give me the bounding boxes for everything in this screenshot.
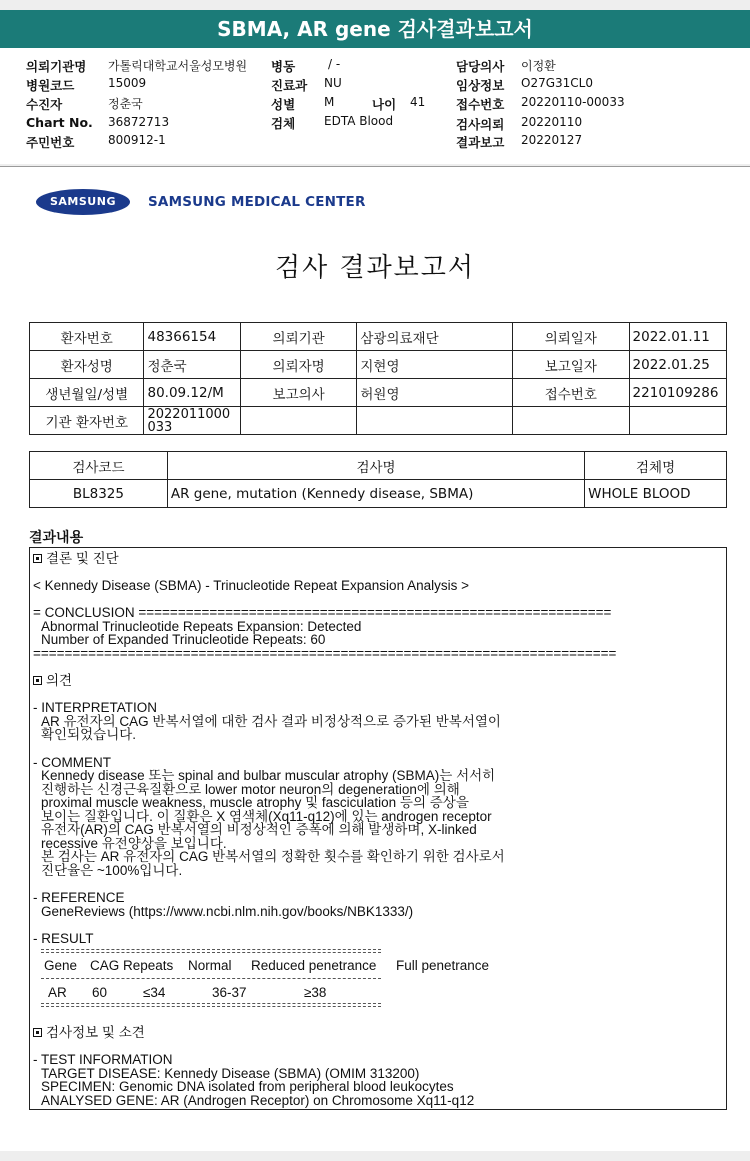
cell-empty bbox=[513, 407, 630, 435]
result-heading: - RESULT bbox=[33, 931, 94, 946]
comment-line: recessive 유전양상을 보입니다. bbox=[41, 836, 227, 851]
cell-label: 의뢰자명 bbox=[240, 351, 357, 379]
label-receipt-no: 접수번호 bbox=[456, 97, 505, 112]
comment-line: Kennedy disease 또는 spinal and bulbar muscular atrophy (SBMA)는 서서히 bbox=[41, 768, 496, 783]
comment-line: 진단율은 ~100%입니다. bbox=[41, 863, 183, 878]
cell-empty bbox=[629, 407, 726, 435]
test-info-line: TARGET DISEASE: Kennedy Disease (SBMA) (OMIM 313200) bbox=[41, 1066, 420, 1081]
result-header-cag: CAG Repeats bbox=[90, 958, 174, 973]
institution-name: SAMSUNG MEDICAL CENTER bbox=[148, 194, 366, 210]
result-cag: 60 bbox=[92, 985, 108, 1000]
section-conclusion-title: 결론 및 진단 bbox=[46, 551, 119, 566]
cell-test-code: BL8325 bbox=[30, 480, 168, 508]
results-box bbox=[29, 547, 727, 1110]
patient-info-table bbox=[29, 322, 727, 435]
label-test-request-date: 검사의뢰 bbox=[456, 117, 505, 132]
result-full: ≥38 bbox=[304, 985, 327, 1000]
label-hospital-code: 병원코드 bbox=[26, 78, 75, 93]
comment-line: 본 검사는 AR 유전자의 CAG 반복서열의 정확한 횟수를 확인하기 위한 검사로서 bbox=[41, 849, 505, 864]
value-specimen: EDTA Blood bbox=[324, 114, 394, 128]
result-header-gene: Gene bbox=[44, 958, 78, 973]
value-patient: 정춘국 bbox=[108, 97, 143, 111]
label-department: 진료과 bbox=[271, 78, 308, 93]
footer-bar bbox=[0, 1151, 750, 1161]
cell-value: 80.09.12/M bbox=[144, 379, 240, 407]
conclusion-detected: Abnormal Trinucleotide Repeats Expansion: Detected bbox=[41, 619, 362, 634]
table-row bbox=[30, 480, 727, 508]
result-reduced: 36-37 bbox=[212, 985, 247, 1000]
cell-empty bbox=[357, 407, 513, 435]
value-hospital-code: 15009 bbox=[108, 76, 147, 90]
cell-value: 48366154 bbox=[144, 323, 240, 351]
label-physician: 담당의사 bbox=[456, 59, 505, 74]
conclusion-repeats: Number of Expanded Trinucleotide Repeats: 60 bbox=[41, 632, 326, 647]
header-specimen-name: 검체명 bbox=[585, 452, 727, 480]
result-header-full: Full penetrance bbox=[396, 958, 490, 973]
reference-link[interactable]: GeneReviews (https://www.ncbi.nlm.nih.gov/books/NBK1333/) bbox=[41, 904, 414, 919]
cell-label: 보고의사 bbox=[240, 379, 357, 407]
label-clinical-info: 임상정보 bbox=[456, 78, 505, 93]
value-test-request-date: 20220110 bbox=[521, 115, 583, 129]
square-bullet-icon bbox=[33, 554, 42, 563]
test-info-heading: - TEST INFORMATION bbox=[33, 1052, 173, 1067]
cell-label: 접수번호 bbox=[513, 379, 630, 407]
value-requesting-institution: 가톨릭대학교서울성모병원 bbox=[108, 59, 248, 73]
header-test-code: 검사코드 bbox=[30, 452, 168, 480]
report-title: SBMA, AR gene 검사결과보고서 bbox=[0, 10, 750, 48]
order-info-panel bbox=[0, 48, 750, 164]
cell-label: 생년월일/성별 bbox=[30, 379, 144, 407]
result-header-normal: Normal bbox=[188, 958, 232, 973]
divider bbox=[41, 949, 381, 950]
interpretation-line: 확인되었습니다. bbox=[41, 727, 137, 742]
reference-heading: - REFERENCE bbox=[33, 890, 125, 905]
square-bullet-icon bbox=[33, 1028, 42, 1037]
label-ward: 병동 bbox=[271, 59, 296, 74]
label-requesting-institution: 의뢰기관명 bbox=[26, 59, 87, 74]
cell-empty bbox=[240, 407, 357, 435]
divider bbox=[41, 978, 381, 979]
label-sex: 성별 bbox=[271, 97, 296, 112]
square-bullet-icon bbox=[33, 676, 42, 685]
header-test-name: 검사명 bbox=[167, 452, 584, 480]
cell-label: 의뢰기관 bbox=[240, 323, 357, 351]
cell-specimen-name: WHOLE BLOOD bbox=[585, 480, 727, 508]
divider bbox=[41, 1006, 381, 1007]
separator-line: ========================================================================== bbox=[33, 646, 617, 661]
table-row bbox=[30, 323, 727, 351]
cell-test-name: AR gene, mutation (Kennedy disease, SBMA) bbox=[167, 480, 584, 508]
analysis-title: < Kennedy Disease (SBMA) - Trinucleotide Repeat Expansion Analysis > bbox=[33, 578, 469, 593]
result-normal: ≤34 bbox=[143, 985, 166, 1000]
value-department: NU bbox=[324, 76, 342, 90]
divider bbox=[41, 1003, 381, 1004]
value-clinical-info: O27G31CL0 bbox=[521, 76, 593, 90]
interpretation-heading: - INTERPRETATION bbox=[33, 700, 157, 715]
value-ward: / - bbox=[328, 57, 341, 71]
result-header-reduced: Reduced penetrance bbox=[251, 958, 377, 973]
test-info-line: SPECIMEN: Genomic DNA isolated from peripheral blood leukocytes bbox=[41, 1079, 454, 1094]
cell-value: 지현영 bbox=[357, 351, 513, 379]
table-row bbox=[30, 379, 727, 407]
label-patient: 수진자 bbox=[26, 97, 63, 112]
cell-value: 2022011000033 bbox=[144, 407, 240, 435]
cell-label: 기관 환자번호 bbox=[30, 407, 144, 435]
value-chart-no: 36872713 bbox=[108, 115, 170, 129]
value-resident-no: 800912-1 bbox=[108, 133, 166, 147]
document-title: 검사 결과보고서 bbox=[274, 253, 476, 283]
label-report-date: 결과보고 bbox=[456, 135, 505, 150]
section-opinion-title: 의견 bbox=[46, 673, 73, 688]
value-receipt-no: 20220110-00033 bbox=[521, 95, 625, 109]
comment-heading: - COMMENT bbox=[33, 755, 111, 770]
comment-line: 유전자(AR)의 CAG 반복서열의 비정상적인 증폭에 의해 발생하며, X-linked bbox=[41, 822, 477, 837]
table-header-row bbox=[30, 452, 727, 480]
cell-value: 허원영 bbox=[357, 379, 513, 407]
comment-line: proximal muscle weakness, muscle atrophy 및 fasciculation 등의 증상을 bbox=[41, 795, 469, 810]
value-report-date: 20220127 bbox=[521, 133, 583, 147]
value-physician: 이정환 bbox=[521, 59, 556, 73]
cell-label: 환자성명 bbox=[30, 351, 144, 379]
section-test-info-title: 검사정보 및 소견 bbox=[46, 1025, 145, 1040]
table-row bbox=[30, 351, 727, 379]
cell-value: 정춘국 bbox=[144, 351, 240, 379]
results-heading: 결과내용 bbox=[29, 530, 84, 546]
divider bbox=[41, 952, 381, 953]
cell-value: 2210109286 bbox=[629, 379, 726, 407]
value-age: 41 bbox=[410, 95, 426, 109]
cell-label: 환자번호 bbox=[30, 323, 144, 351]
conclusion-line: = CONCLUSION ============================================================ bbox=[33, 605, 612, 620]
value-sex: M bbox=[324, 95, 335, 109]
label-chart-no: Chart No. bbox=[26, 115, 93, 130]
cell-value: 삼광의료재단 bbox=[357, 323, 513, 351]
report-sheet bbox=[0, 166, 750, 1152]
test-info-line: ANALYSED GENE: AR (Androgen Receptor) on Chromosome Xq11-q12 bbox=[41, 1093, 475, 1108]
cell-label: 보고일자 bbox=[513, 351, 630, 379]
test-table bbox=[29, 451, 727, 508]
label-resident-no: 주민번호 bbox=[26, 135, 75, 150]
label-age: 나이 bbox=[372, 97, 397, 112]
result-gene: AR bbox=[48, 985, 67, 1000]
cell-value: 2022.01.25 bbox=[629, 351, 726, 379]
comment-line: 보이는 질환입니다. 이 질환은 X 염색체(Xq11-q12)에 있는 androgen receptor bbox=[41, 809, 492, 824]
interpretation-line: AR 유전자의 CAG 반복서열에 대한 검사 결과 비정상적으로 증가된 반복서열이 bbox=[41, 714, 501, 729]
table-row bbox=[30, 407, 727, 435]
label-specimen: 검체 bbox=[271, 116, 296, 131]
cell-value: 2022.01.11 bbox=[629, 323, 726, 351]
cell-label: 의뢰일자 bbox=[513, 323, 630, 351]
comment-line: 진행하는 신경근육질환으로 lower motor neuron의 degeneration에 의해 bbox=[41, 782, 460, 797]
samsung-badge: SAMSUNG bbox=[36, 189, 130, 215]
